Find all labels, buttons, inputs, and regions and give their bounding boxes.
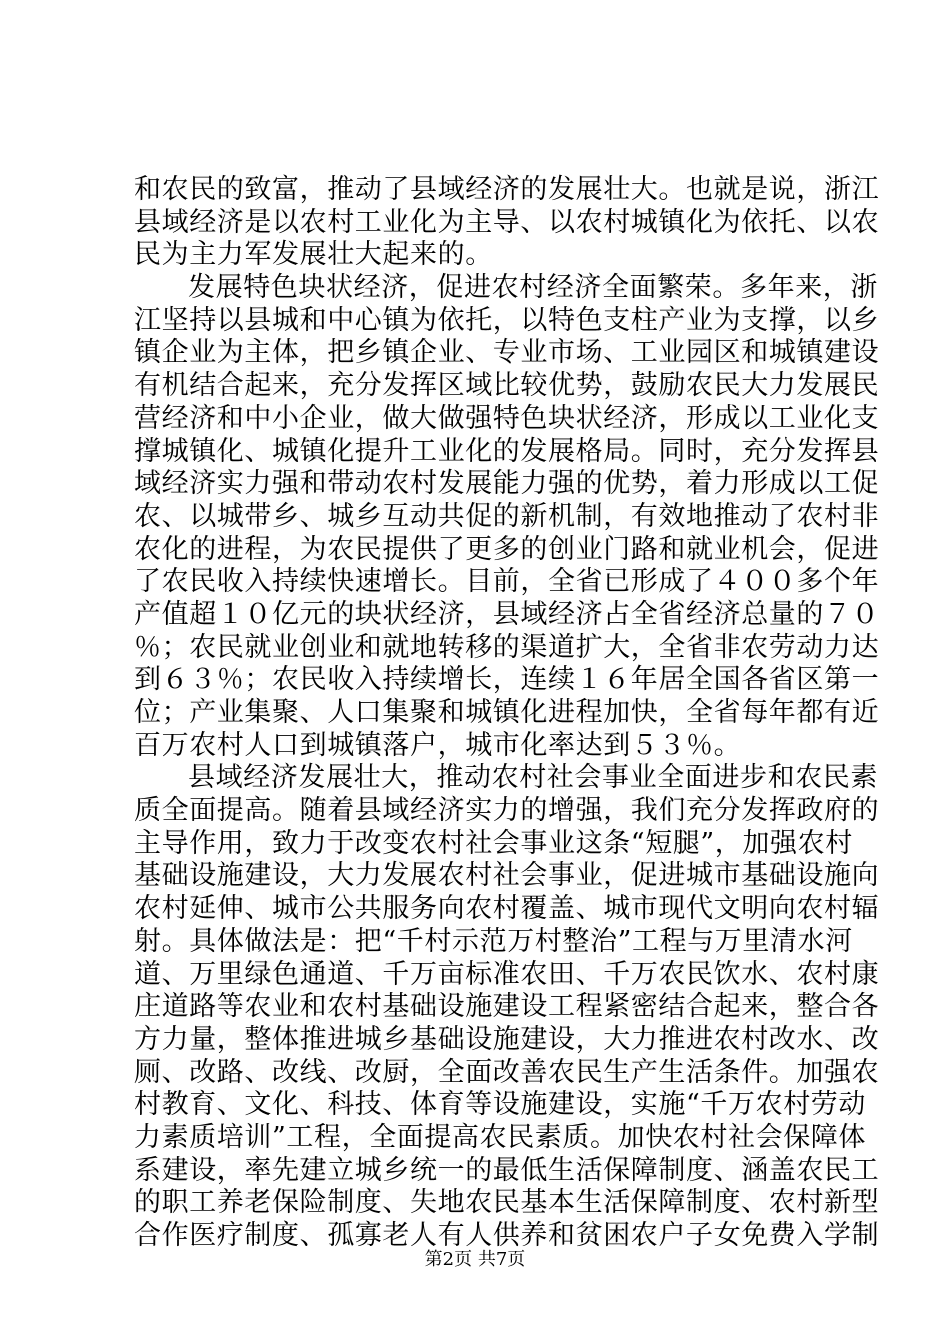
text-line: 撑城镇化、城镇化提升工业化的发展格局。同时，充分发挥县 bbox=[134, 435, 880, 467]
text-line: 道、万里绿色通道、千万亩标准农田、千万农民饮水、农村康 bbox=[134, 958, 880, 990]
body-text bbox=[134, 174, 880, 1253]
text-line: 村教育、文化、科技、体育等设施建设，实施“千万农村劳动 bbox=[134, 1089, 867, 1121]
text-line: 域经济实力强和带动农村发展能力强的优势，着力形成以工促 bbox=[134, 468, 880, 500]
text-line: 的职工养老保险制度、失地农民基本生活保障制度、农村新型 bbox=[134, 1187, 880, 1219]
text-line: 百万农村人口到城镇落户，城市化率达到５３％。 bbox=[134, 729, 742, 761]
text-line: 庄道路等农业和农村基础设施建设工程紧密结合起来，整合各 bbox=[134, 991, 880, 1023]
text-line: 厕、改路、改线、改厨，全面改善农民生产生活条件。加强农 bbox=[134, 1056, 880, 1088]
text-line: 方力量，整体推进城乡基础设施建设，大力推进农村改水、改 bbox=[134, 1023, 880, 1055]
paragraph-start-line: 县域经济发展壮大，推动农村社会事业全面进步和农民素 bbox=[188, 762, 878, 794]
text-line: 县域经济是以农村工业化为主导、以农村城镇化为依托、以农 bbox=[134, 206, 880, 238]
text-line: 农化的进程，为农民提供了更多的创业门路和就业机会，促进 bbox=[134, 533, 880, 565]
text-line: 农村延伸、城市公共服务向农村覆盖、城市现代文明向农村辐 bbox=[134, 893, 880, 925]
text-line: 主导作用，致力于改变农村社会事业这条“短腿”，加强农村 bbox=[134, 827, 853, 859]
text-line: 江坚持以县城和中心镇为依托，以特色支柱产业为支撑，以乡 bbox=[134, 304, 880, 336]
text-line: 射。具体做法是：把“千村示范万村整治”工程与万里清水河 bbox=[134, 925, 853, 957]
text-line: 基础设施建设，大力发展农村社会事业，促进城市基础设施向 bbox=[134, 860, 880, 892]
text-line: 营经济和中小企业，做大做强特色块状经济，形成以工业化支 bbox=[134, 402, 880, 434]
text-line: 合作医疗制度、孤寡老人有人供养和贫困农户子女免费入学制 bbox=[134, 1220, 880, 1251]
text-line: 民为主力军发展壮大起来的。 bbox=[134, 239, 493, 271]
page-number-footer: 第2页 共7页 bbox=[424, 1249, 526, 1270]
text-line: 产值超１０亿元的块状经济，县域经济占全省经济总量的７０ bbox=[134, 598, 880, 630]
text-line: 系建设，率先建立城乡统一的最低生活保障制度、涵盖农民工 bbox=[134, 1154, 880, 1186]
text-line: 镇企业为主体，把乡镇企业、专业市场、工业园区和城镇建设 bbox=[134, 337, 880, 369]
text-line: 有机结合起来，充分发挥区域比较优势，鼓励农民大力发展民 bbox=[134, 370, 880, 402]
text-line: 和农民的致富，推动了县域经济的发展壮大。也就是说，浙江 bbox=[134, 174, 880, 205]
text-line: 质全面提高。随着县域经济实力的增强，我们充分发挥政府的 bbox=[134, 795, 880, 827]
text-line: 了农民收入持续快速增长。目前，全省已形成了４００多个年 bbox=[134, 566, 880, 598]
text-line: 力素质培训”工程，全面提高农民素质。加快农村社会保障体 bbox=[134, 1121, 867, 1153]
text-line: 位；产业集聚、人口集聚和城镇化进程加快，全省每年都有近 bbox=[134, 697, 880, 728]
text-line: ％；农民就业创业和就地转移的渠道扩大，全省非农劳动力达 bbox=[134, 631, 880, 663]
text-line: 农、以城带乡、城乡互动共促的新机制，有效地推动了农村非 bbox=[134, 500, 880, 532]
paragraph-start-line: 发展特色块状经济，促进农村经济全面繁荣。多年来，浙 bbox=[188, 272, 878, 304]
text-line: 到６３％；农民收入持续增长，连续１６年居全国各省区第一 bbox=[134, 664, 880, 696]
